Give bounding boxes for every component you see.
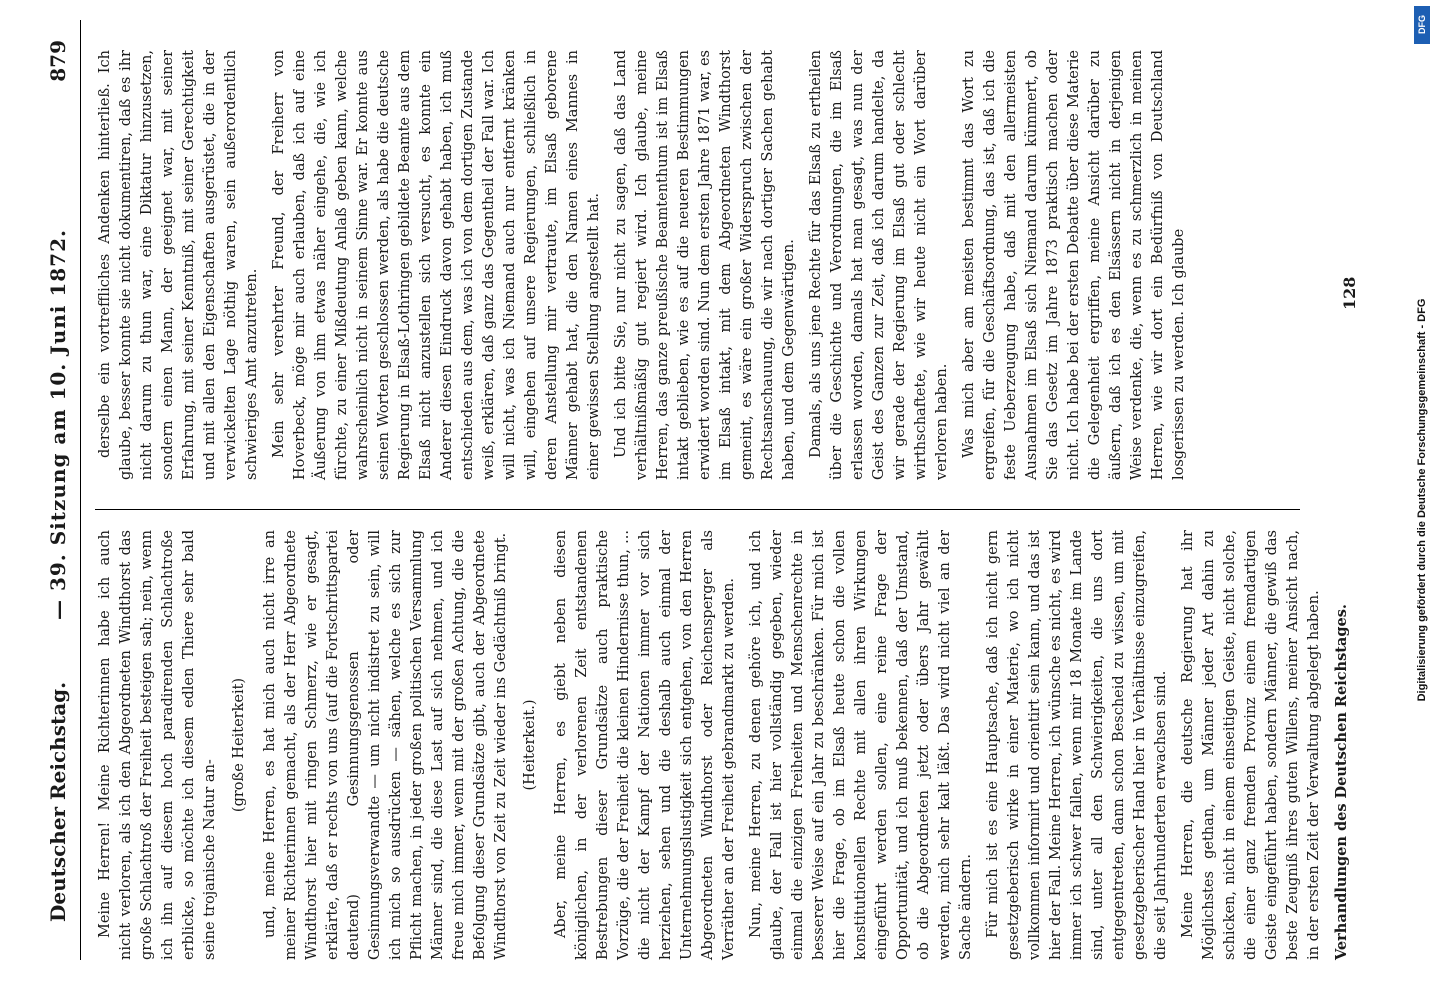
- paragraph: Und ich bitte Sie, nur nicht zu sagen, daß das Land verhältnißmäßig gut regiert wird. Ich glaube, meine Herren, das ganze preußische Beamtenthum ist im Elsaß intakt geblieben, wie es auf die neueren Bestimmungen erwidert worden sind. Nun dem ersten Jahre 1871 war, es im Elsaß intakt, mit dem Abgeordneten Windthorst gemeint, es wäre ein großer Widerspruch zwischen der Rechtsanschauung, die wir nach dortiger Sachen gehabt haben, und dem Gegenwärtigen.: [613, 50, 797, 480]
- dfg-credit: Digitalisierung gefördert durch die Deutsche Forschungsgemeinschaft - DFG: [1416, 298, 1428, 702]
- right-column: [95, 50, 1305, 480]
- footer-line: Verhandlungen des Deutschen Reichstages.: [1333, 604, 1350, 960]
- paragraph: derselbe ein vortreffliches Andenken hinterließ. Ich glaube, besser konnte sie nicht dokumentiren, daß es ihr nicht darum zu thun war, eine Diktatur hinzusetzen, sondern einen Mann, der geeignet war, mit seiner Erfahrung, mit seiner Kenntniß, mit seiner Gerechtigkeit und mit allen den Eigenschaften ausgerüstet, die in der verwickelten Lage nöthig waren, sein außerordentlich schwieriges Amt anzutreten.: [97, 50, 260, 480]
- paragraph: Aber, meine Herren, es giebt neben diesen königlichen, in der verlorenen Zeit entstandenen Bestrebungen dieser Grundsätze auch praktische Vorzüge, die der Freiheit die kleinen Hindernisse thun, ... die nicht der Kampf der Nationen immer vor sich herziehen, sehen und die deshalb auch einmal der Unternehmungslustigkeit sich entgehen, von den Herren Abgeordneten Windthorst oder Reichensperger als Verräther an der Freiheit gebrandmarkt zu werden.: [553, 530, 737, 960]
- paragraph: Meine Herren! Meine Richterinnen habe ich auch nicht verloren, als ich den Abgeordneten Windthorst das große Schlachtroß der Freiheit besteigen sah; nein, wenn ich ihn auf diesem hoch paradirenden Schlachtroße erblicke, so möchte ich diesem edlen Thiere sehr bald seine trojanische Natur an-: [97, 530, 218, 960]
- header-title: Deutscher Reichstag.: [46, 681, 70, 922]
- paragraph: Mein sehr verehrter Freund, der Freiherr von Hoverbeck, möge mir auch erlauben, daß ich auf eine Äußerung von ihm etwas näher eingehe, die, wie ich fürchte, zu einer Mißdeutung Anlaß geben kann, welche wahrscheinlich nicht in seinem Sinne war. Er konnte aus seinen Worten geschlossen werden, als habe die deutsche Regierung in Elsaß-Lothringen gebildete Beamte aus dem Elsaß nicht anzustellen sich versucht, es konnte ein Anderer diesen Eindruck davon gehabt haben, ich muß entschieden aus dem, was ich von dem dortigen Zustande weiß, erklären, daß ganz das Gegentheil der Fall war. Ich will nicht, was ich Niemand auch nur entfernt kränken will, eingehen auf unsere Regierungen, schließlich in deren Anstellung mir vertraute, im Elsaß geborene Männer gehabt hat, die den Namen eines Mannes in einer gewissen Stellung angestellt hat.: [271, 50, 602, 480]
- paragraph: und, meine Herren, es hat mich auch nicht irre an meiner Richterinnen gemacht, als der Herr Abgeordnete Windthorst hier mit ringen Schmerz, wie er gesagt, erklärte, daß er rechts von uns (auf die Fortschrittspartei deutend) Gesinnungsgenossen oder Gesinnungsverwandte — um nicht indistret zu sein, will ich mich so ausdrücken — sähen, welche es sich zur Pflicht machen, in jeder großen politischen Versammlung Männer sind, die diese Last auf sich nehmen, und ich freue mich immer, wenn mit der großen Achtung, die die Befolgung dieser Grundsätze gibt, auch der Abgeordnete Windthorst von Zeit zu Zeit wieder ins Gedächtniß bringt.: [262, 530, 509, 960]
- dfg-logo: DFG: [1414, 6, 1430, 44]
- interjection: (Heiterkeit.): [522, 699, 538, 791]
- left-column: [95, 530, 1350, 960]
- paragraph: Meine Herren, die deutsche Regierung hat ihr Möglichstes gethan, um Männer jeder Art dahin zu schicken, nicht in einem einseitigen Geiste, nicht solche, die einer ganz fremden Provinz einem fremdartigen Geiste eingeführt haben, sondern Männer, die gewiß das beste Zeugniß ihres guten Willens, meiner Ansicht nach, in der ersten Zeit der Verwaltung abgelegt haben.: [1180, 530, 1322, 960]
- page-header: [40, 20, 81, 960]
- interjection: (große Heiterkeit): [231, 677, 247, 813]
- paragraph: Was mich aber am meisten bestimmt das Wort zu ergreifen, für die Geschäftsordnung, das ist, daß ich die feste Ueberzeugung habe, daß mit den allermeisten Ausnahmen im Elsaß sich Niemand darum kümmert, ob Sie das Gesetz im Jahre 1873 praktisch machen oder nicht. Ich habe bei der ersten Debatte über diese Materie die Gelegenheit ergriffen, meine Ansicht darüber zu äußern, daß ich es den Elsässern nicht in derjenigen Weise verdenke, die, wenn es zu schmerzlich in meinen Herren, wie wir dort ein Bedürfniß von Deutschland losgerissen zu werden. Ich glaube: [961, 50, 1187, 480]
- column-rule: [95, 509, 1300, 510]
- page-number: 879: [46, 40, 70, 82]
- paragraph: Für mich ist es eine Hauptsache, daß ich nicht gern gesetzgeberisch wirke in einer Materie, wo ich nicht vollkommen informirt und orientirt sein kann, und das ist hier der Fall. Meine Herren, ich wünsche es nicht, es wird immer ich schwer fallen, wenn mir 18 Monate im Lande sind, unter all den Schwierigkeiten, die uns dort entgegentreten, dann schon Bescheid zu wissen, um mit gesetzgeberischer Hand hier in Verhältnisse einzugreifen, die seit Jahrhunderten erwachsen sind.: [985, 530, 1169, 960]
- paragraph: Damals, als uns jene Rechte für das Elsaß zu ertheilen über die Geschichte und Verordnungen, die im Elsaß erlassen worden, damals hat man gesagt, was nun der Geist des Ganzen zur Zeit, daß ich darum handelte, da wir gerade der Regierung im Elsaß gut oder schlecht wirthschaftete, wie wir heute nicht ein Wort darüber verloren haben.: [808, 50, 950, 480]
- header-session: — 39. Sitzung am 10. Juni 1872.: [46, 229, 70, 620]
- signature-mark: 128: [1340, 276, 1359, 310]
- paragraph: Nun, meine Herren, zu denen gehöre ich, und ich glaube, der Fall ist hier vollständig gegeben, wieder einmal die einzigen Freiheiten und Menschenrechte in besserer Weise auf ein Jahr zu beschränken. Für mich ist hier die Frage, ob im Elsaß heute schon die vollen konstitutionellen Rechte mit allen ihren Wirkungen eingeführt werden sollen, eine reine Frage der Opportunität, und ich muß bekennen, daß der Umstand, ob die Abgeordneten jetzt oder übers Jahr gewählt werden, mich sehr kalt läßt. Das wird nicht viel an der Sache ändern.: [748, 530, 974, 960]
